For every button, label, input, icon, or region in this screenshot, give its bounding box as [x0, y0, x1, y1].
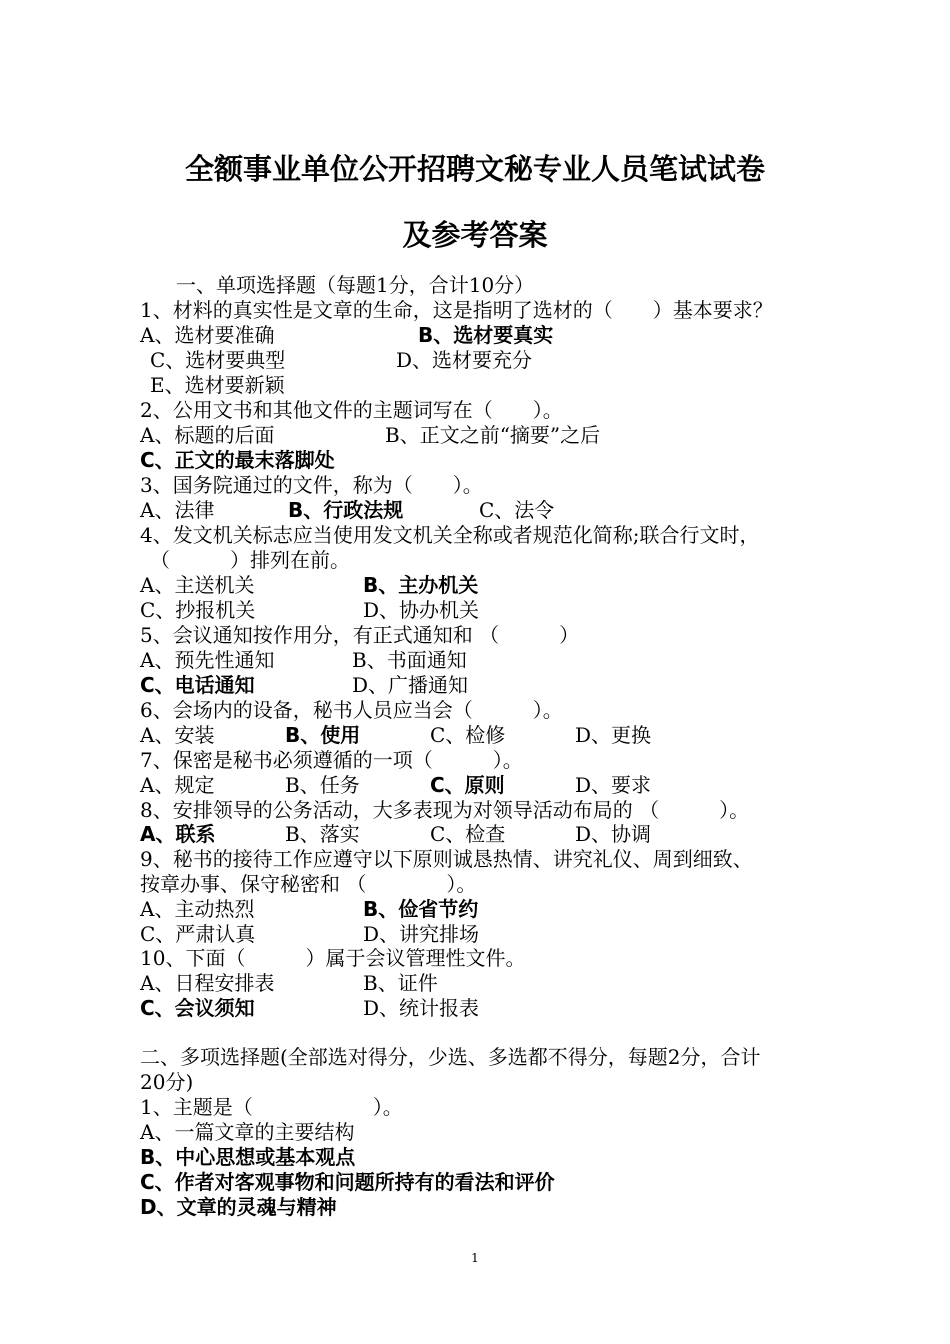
q6-option-b-answer: B、使用 [285, 723, 361, 747]
s2-q1-option-a: A、一篇文章的主要结构 [140, 1120, 355, 1144]
q8-option-c: C、检查 [430, 822, 506, 846]
section1-heading: 一、单项选择题（每题1分，合计10分） [176, 273, 535, 297]
document-title-line2: 及参考答案 [402, 218, 548, 252]
q3-option-a: A、法律 [140, 498, 215, 522]
q3-option-b-answer: B、行政法规 [288, 498, 404, 522]
q8-stem: 8、安排领导的公务活动，大多表现为对领导活动布局的 （ ）。 [140, 798, 750, 822]
s2-q1-stem: 1、主题是（ ）。 [140, 1095, 403, 1119]
q2-option-b: B、正文之前“摘要”之后 [385, 423, 601, 447]
q2-option-c-answer: C、正文的最末落脚处 [140, 448, 335, 472]
q8-option-d: D、协调 [575, 822, 652, 846]
q9-stem-line2: 按章办事、保守秘密和 （ ）。 [140, 872, 477, 896]
q10-option-a: A、日程安排表 [140, 971, 275, 995]
q4-option-b-answer: B、主办机关 [363, 573, 479, 597]
q7-option-a: A、规定 [140, 773, 215, 797]
section2-heading-line1: 二、多项选择题(全部选对得分，少选、多选都不得分，每题2分，合计 [140, 1045, 761, 1069]
q9-stem-line1: 9、秘书的接待工作应遵守以下原则诚恳热情、讲究礼仪、周到细致、 [140, 847, 753, 871]
q9-option-a: A、主动热烈 [140, 897, 255, 921]
q1-option-c: C、选材要典型 [150, 348, 286, 372]
q9-option-c: C、严肃认真 [140, 922, 256, 946]
q5-option-a: A、预先性通知 [140, 648, 275, 672]
q1-stem: 1、材料的真实性是文章的生命，这是指明了选材的（ ）基本要求？ [140, 298, 773, 322]
q6-stem: 6、会场内的设备，秘书人员应当会（ ）。 [140, 698, 563, 722]
q5-option-b: B、书面通知 [352, 648, 467, 672]
q3-option-c: C、法令 [479, 498, 555, 522]
q7-option-b: B、任务 [285, 773, 360, 797]
q8-option-a-answer: A、联系 [140, 822, 216, 846]
q3-stem: 3、国务院通过的文件，称为（ ）。 [140, 473, 483, 497]
q10-stem: 10、下面（ ）属于会议管理性文件。 [140, 946, 526, 970]
q1-option-a: A、选材要准确 [140, 323, 275, 347]
q9-option-d: D、讲究排场 [363, 922, 480, 946]
q5-option-d: D、广播通知 [352, 673, 469, 697]
q4-stem-line2: （ ）排列在前。 [150, 548, 350, 572]
q4-stem-line1: 4、发文机关标志应当使用发文机关全称或者规范化简称;联合行文时， [140, 523, 760, 547]
q6-option-c: C、检修 [430, 723, 506, 747]
q1-option-e: E、选材要新颖 [150, 373, 285, 397]
q1-option-b-answer: B、选材要真实 [418, 323, 554, 347]
s2-q1-option-b-answer: B、中心思想或基本观点 [140, 1145, 356, 1169]
q5-option-c-answer: C、电话通知 [140, 673, 255, 697]
s2-q1-option-d-answer: D、文章的灵魂与精神 [140, 1195, 337, 1219]
q2-stem: 2、公用文书和其他文件的主题词写在（ ）。 [140, 398, 563, 422]
page-number: 1 [471, 1251, 479, 1265]
q2-option-a: A、标题的后面 [140, 423, 275, 447]
q7-option-d: D、要求 [575, 773, 652, 797]
q8-option-b: B、落实 [285, 822, 360, 846]
q4-option-c: C、抄报机关 [140, 598, 256, 622]
q7-stem: 7、保密是秘书必须遵循的一项（ ）。 [140, 748, 523, 772]
q1-option-d: D、选材要充分 [396, 348, 533, 372]
q5-stem: 5、会议通知按作用分，有正式通知和 （ ） [140, 623, 580, 647]
q4-option-d: D、协办机关 [363, 598, 480, 622]
document-title-line1: 全额事业单位公开招聘文秘专业人员笔试试卷 [184, 152, 765, 186]
q6-option-a: A、安装 [140, 723, 215, 747]
q4-option-a: A、主送机关 [140, 573, 255, 597]
section2-heading-line2: 20分) [140, 1070, 194, 1094]
q9-option-b-answer: B、俭省节约 [363, 897, 479, 921]
q10-option-b: B、证件 [363, 971, 438, 995]
q10-option-c-answer: C、会议须知 [140, 996, 255, 1020]
s2-q1-option-c-answer: C、作者对客观事物和问题所持有的看法和评价 [140, 1170, 555, 1194]
q10-option-d: D、统计报表 [363, 996, 480, 1020]
q6-option-d: D、更换 [575, 723, 652, 747]
q7-option-c-answer: C、原则 [430, 773, 505, 797]
